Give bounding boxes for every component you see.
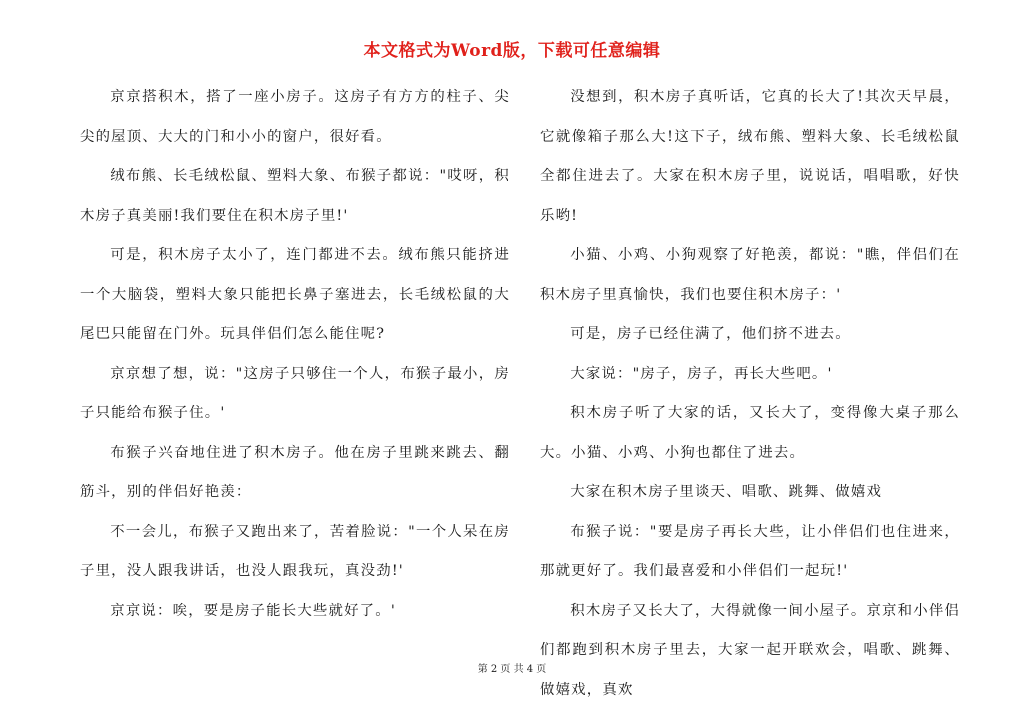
left-text-column <box>80 78 510 631</box>
paragraph: 布猴子说："要是房子再长大些，让小伴侣们也住进来，那就更好了。我们最喜爱和小伴侣们一起玩!' <box>540 523 960 579</box>
paragraph: 可是，积木房子太小了，连门都进不去。绒布熊只能挤进一个大脑袋，塑料大象只能把长鼻子塞进去，长毛绒松鼠的大尾巴只能留在门外。玩具伴侣们怎么能住呢? <box>80 247 510 342</box>
paragraph: 不一会儿，布猴子又跑出来了，苦着脸说："一个人呆在房子里，没人跟我讲话，也没人跟我玩，真没劲!' <box>80 523 510 579</box>
paragraph: 京京想了想，说："这房子只够住一个人，布猴子最小，房子只能给布猴子住。' <box>80 365 510 421</box>
paragraph: 大家说："房子，房子，再长大些吧。' <box>570 365 833 382</box>
paragraph: 小猫、小鸡、小狗观察了好艳羡，都说："瞧，伴侣们在积木房子里真愉快，我们也要住积木房子：' <box>540 247 960 303</box>
paragraph: 京京说：唉，要是房子能长大些就好了。' <box>110 602 397 619</box>
paragraph: 大家在积木房子里谈天、唱歌、跳舞、做嬉戏 <box>570 484 883 500</box>
paragraph: 积木房子听了大家的话，又长大了，变得像大桌子那么大。小猫、小鸡、小狗也都住了进去。 <box>540 405 960 461</box>
paragraph: 布猴子兴奋地住进了积木房子。他在房子里跳来跳去、翻筋斗，别的伴侣好艳羡： <box>80 444 510 500</box>
paragraph: 没想到，积木房子真听话，它真的长大了!其次天早晨，它就像箱子那么大!这下子，绒布熊、塑料大象、长毛绒松鼠全都住进去了。大家在积木房子里，说说话，唱唱歌，好快乐哟! <box>540 89 960 224</box>
paragraph: 可是，房子已经住满了，他们挤不进去。 <box>570 326 851 342</box>
page-number: 第 2 页 共 4 页 <box>477 664 547 675</box>
paragraph: 积木房子又长大了，大得就像一间小屋子。京京和小伴侣们都跑到积木房子里去，大家一起开联欢会，唱歌、跳舞、做嬉戏，真欢 <box>540 602 961 698</box>
right-text-column <box>540 78 960 710</box>
paragraph: 京京搭积木，搭了一座小房子。这房子有方方的柱子、尖尖的屋顶、大大的门和小小的窗户，很好看。 <box>80 89 510 145</box>
document-banner: 本文格式为Word版，下载可任意编辑 <box>363 41 661 61</box>
paragraph: 绒布熊、长毛绒松鼠、塑料大象、布猴子都说："哎呀，积木房子真美丽!我们要住在积木房子里!' <box>80 168 510 224</box>
